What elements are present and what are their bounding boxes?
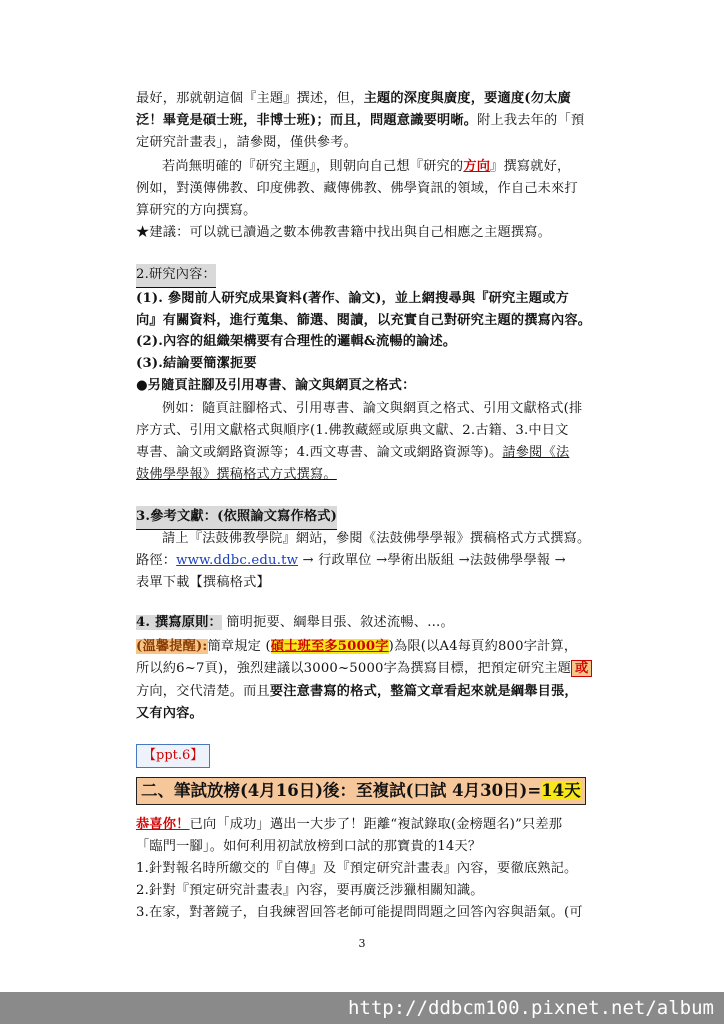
text: 附上我去年的「預 xyxy=(477,113,585,128)
reference-link-text: 鼓佛學學報》撰稿格式方式撰寫。 xyxy=(136,467,337,482)
header-days: 14天 xyxy=(541,781,581,800)
text: )為限(以A4每頁約800字計算， xyxy=(388,639,578,654)
s4-line1 xyxy=(136,636,616,658)
header-part2: 至複試(口試 4月30日)= xyxy=(356,781,542,800)
s2-example-line1: 例如：隨頁註腳格式、引用專書、論文與網頁之格式、引用文獻格式(排 xyxy=(162,401,583,416)
congrats-line2: 「臨門一腳」。如何利用初試放榜到口試的那寶貴的14天？ xyxy=(136,839,482,854)
s2-example-line4 xyxy=(136,464,616,486)
para2-line1 xyxy=(136,156,616,178)
s2-item3: (3).結論要簡潔扼要 xyxy=(136,356,257,371)
para1-line2 xyxy=(136,110,616,132)
or-emphasis: 或 xyxy=(571,660,592,677)
text: 最好，那就朝這個『主題』撰述，但， xyxy=(136,91,364,106)
s3-line1: 請上『法鼓佛教學院』網站，參閱《法鼓佛學學報》撰稿格式方式撰寫。 xyxy=(162,531,591,546)
section4-heading-line xyxy=(136,612,616,634)
s2-bullet: ●另隨頁註腳及引用專書、論文與網頁之格式： xyxy=(136,378,416,393)
congrats-line1 xyxy=(136,814,616,836)
text: → 行政單位 →學術出版組 →法鼓佛學學報 → xyxy=(298,553,566,568)
section4-heading: 4. 撰寫原則： xyxy=(136,615,222,630)
emphasis-text: 主題的深度與廣度，要適度(勿太廣 xyxy=(363,91,571,106)
s4-line4: 又有內容。 xyxy=(136,706,203,721)
s2-item1-line1: (1). 參閱前人研究成果資料(著作、論文)，並上網搜尋與『研究主題或方 xyxy=(136,291,569,306)
s3-line2 xyxy=(136,550,616,572)
text: 方向，交代清楚。而且 xyxy=(136,684,270,699)
word-limit: 碩士班至多5000字 xyxy=(270,639,389,654)
s2-item1-line2: 向』有關資料，進行蒐集、篩選、閱讀，以充實自己對研究主題的撰寫內容。 xyxy=(136,313,592,328)
para2-line3: 算研究的方向撰寫。 xyxy=(136,203,257,218)
congrats-point1: 1.針對報名時所繳交的『自傳』及『預定研究計畫表』內容，要徹底熟記。 xyxy=(136,861,578,876)
section-header-banner xyxy=(136,777,586,805)
page-number: 3 xyxy=(358,937,366,950)
section2-heading-line xyxy=(136,264,616,288)
section3-heading: 3.參考文獻：(依照論文寫作格式) xyxy=(136,506,337,530)
text: 專書、論文或網路資源等；4.西文專書、論文或網路資源等)。 xyxy=(136,445,503,460)
website-link[interactable]: www.ddbc.edu.tw xyxy=(176,553,299,568)
text: 簡章規定 ( xyxy=(207,639,271,654)
section3-heading-line xyxy=(136,506,616,530)
suggestion-text: ★建議：可以就已讀過之數本佛教書籍中找出與自己相應之主題撰寫。 xyxy=(136,225,552,240)
text: 所以約6~7頁)，強烈建議以3000~5000字為撰寫目標，把預定研究主題 xyxy=(136,661,572,676)
para2-line2: 例如，對漢傳佛教、印度佛教、藏傳佛教、佛學資訊的領域，作自己未來打 xyxy=(136,181,578,196)
direction-emphasis: 方向 xyxy=(463,159,491,174)
section2-heading: 2.研究內容： xyxy=(136,264,216,288)
s2-example-line3 xyxy=(136,442,616,464)
para1-line3: 定研究計畫表」，請參閱，僅供參考。 xyxy=(136,135,357,150)
ppt-tag: 【ppt.6】 xyxy=(136,744,210,768)
text: 已向「成功」邁出一大步了！距離“複試錄取(金榜題名)”只差那 xyxy=(189,817,563,832)
s4-line3 xyxy=(136,681,616,703)
text: 路徑： xyxy=(136,553,177,568)
watermark-url-bar: http://ddbcm100.pixnet.net/album xyxy=(0,992,724,1024)
warm-reminder: (溫馨提醒): xyxy=(136,639,208,654)
s4-line2 xyxy=(136,658,616,680)
congrats-point3: 3.在家，對著鏡子，自我練習回答老師可能提問問題之回答內容與語氣。(可 xyxy=(136,905,583,920)
text: 若尚無明確的『研究主題』，則朝向自己想『研究的 xyxy=(162,159,464,174)
congrats-point2: 2.針對『預定研究計畫表』內容，要再廣泛涉獵相關知識。 xyxy=(136,883,484,898)
reference-link-text: 請參閱《法 xyxy=(502,445,570,460)
emphasis-text: 要注意書寫的格式，整篇文章看起來就是綱舉目張， xyxy=(269,684,578,699)
text: 簡明扼要、綱舉目張、敘述流暢、…。 xyxy=(221,615,454,630)
text: 』撰寫就好， xyxy=(490,159,571,174)
s3-line3: 表單下載【撰稿格式】 xyxy=(136,575,270,590)
para1-line1 xyxy=(136,88,616,110)
emphasis-text: 泛！畢竟是碩士班，非博士班)；而且，問題意識要明晰。 xyxy=(136,113,478,128)
congrats-word: 恭喜你！ xyxy=(136,817,190,832)
s2-item2: (2).內容的組織架構要有合理性的邏輯&流暢的論述。 xyxy=(136,334,457,349)
header-part1: 二、筆試放榜(4月16日)後： xyxy=(141,781,357,800)
s2-example-line2: 序方式、引用文獻格式與順序(1.佛教藏經或原典文獻、2.古籍、3.中日文 xyxy=(136,423,569,438)
